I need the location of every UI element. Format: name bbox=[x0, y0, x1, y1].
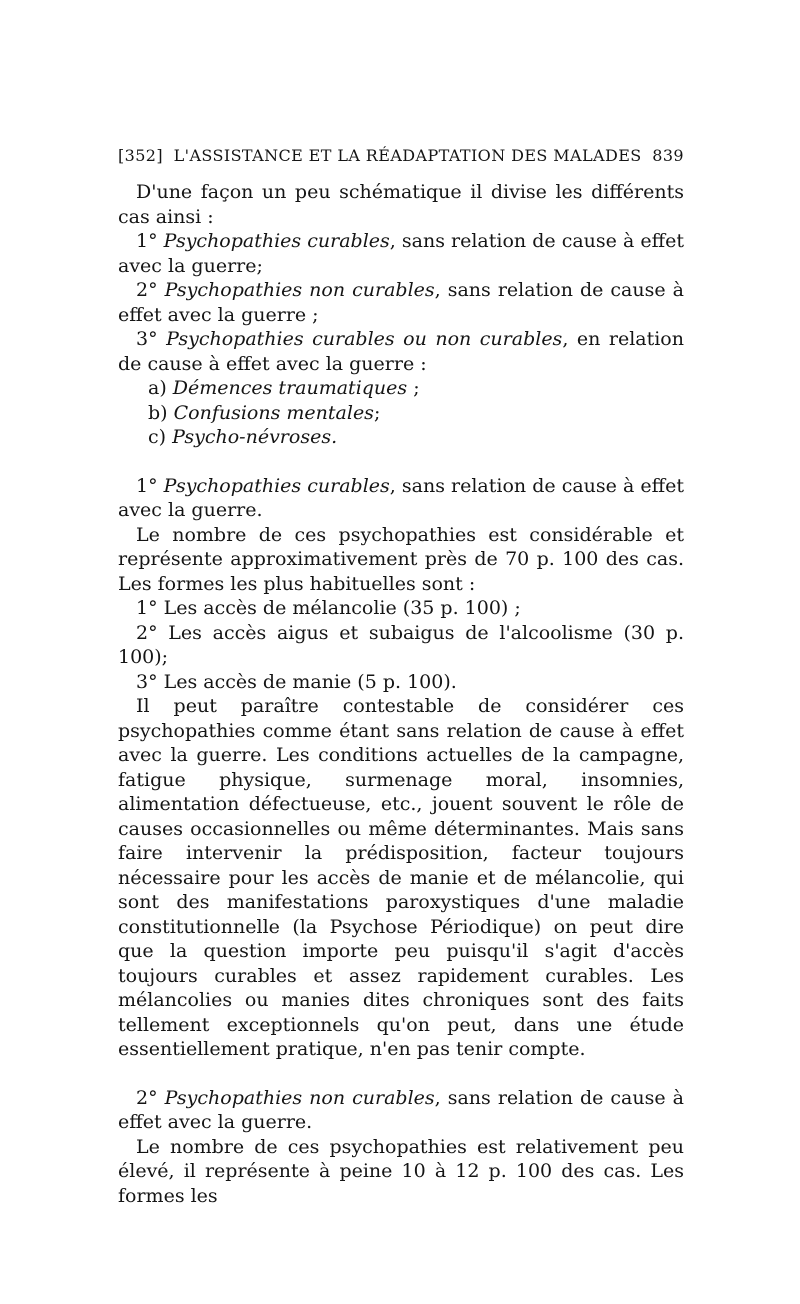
section-spacer bbox=[118, 1062, 684, 1086]
section-heading: 2° Psychopathies non curables, sans relation de cause à effet avec la guerre. bbox=[118, 1086, 684, 1133]
list-item: 3° Psychopathies curables ou non curables, en relation de cause à effet avec la guerre : bbox=[118, 328, 684, 375]
running-title: L'ASSISTANCE ET LA RÉADAPTATION DES MALADES bbox=[173, 146, 642, 165]
list-item: 2° Les accès aigus et subaigus de l'alcoolisme (30 p. 100); bbox=[118, 621, 684, 668]
paragraph: Il peut paraître contestable de considérer ces psychopathies comme étant sans relation de cause à effet avec la guerre. Les conditions actuelles de la campagne, fatigue physique, surmenage moral, insomnies, alimentation défectueuse, etc., jouent souvent le rôle de causes occasionnelles ou même déterminantes. Mais sans faire intervenir la prédisposition, facteur toujours nécessaire pour les accès de manie et de mélancolie, qui sont des manifestations paroxystiques d'une maladie constitutionnelle (la Psychose Périodique) on peut dire que la question importe peu puisqu'il s'agit d'accès toujours curables et assez rapidement curables. Les mélancolies ou manies dites chroniques sont des faits tellement exceptionnels qu'on peut, dans une étude essentiellement pratique, n'en pas tenir compte. bbox=[118, 695, 684, 1060]
page-number: 839 bbox=[652, 146, 684, 165]
list-item: 2° Psychopathies non curables, sans relation de cause à effet avec la guerre ; bbox=[118, 279, 684, 326]
sub-list-item: b) Confusions mentales; bbox=[148, 401, 381, 424]
body-text bbox=[118, 180, 684, 1208]
paragraph: Le nombre de ces psychopathies est considérable et représente approximativement près de 70 p. 100 des cas. Les formes les plus habituelles sont : bbox=[118, 523, 684, 595]
section-heading: 1° Psychopathies curables, sans relation de cause à effet avec la guerre. bbox=[118, 474, 684, 521]
list-item: 3° Les accès de manie (5 p. 100). bbox=[136, 670, 457, 693]
page-reference: [352] bbox=[118, 146, 164, 165]
list-item: 1° Psychopathies curables, sans relation de cause à effet avec la guerre; bbox=[118, 230, 684, 277]
paragraph: Le nombre de ces psychopathies est relativement peu élevé, il représente à peine 10 à 12 p. 100 des cas. Les formes les bbox=[118, 1135, 684, 1207]
sub-list-item: c) Psycho-névroses. bbox=[148, 426, 338, 448]
list-item: 1° Les accès de mélancolie (35 p. 100) ; bbox=[136, 597, 521, 619]
section-spacer bbox=[118, 450, 684, 474]
running-header bbox=[118, 146, 684, 165]
sub-list-item: a) Démences traumatiques ; bbox=[148, 377, 420, 399]
paragraph: D'une façon un peu schématique il divise les différents cas ainsi : bbox=[118, 181, 684, 228]
